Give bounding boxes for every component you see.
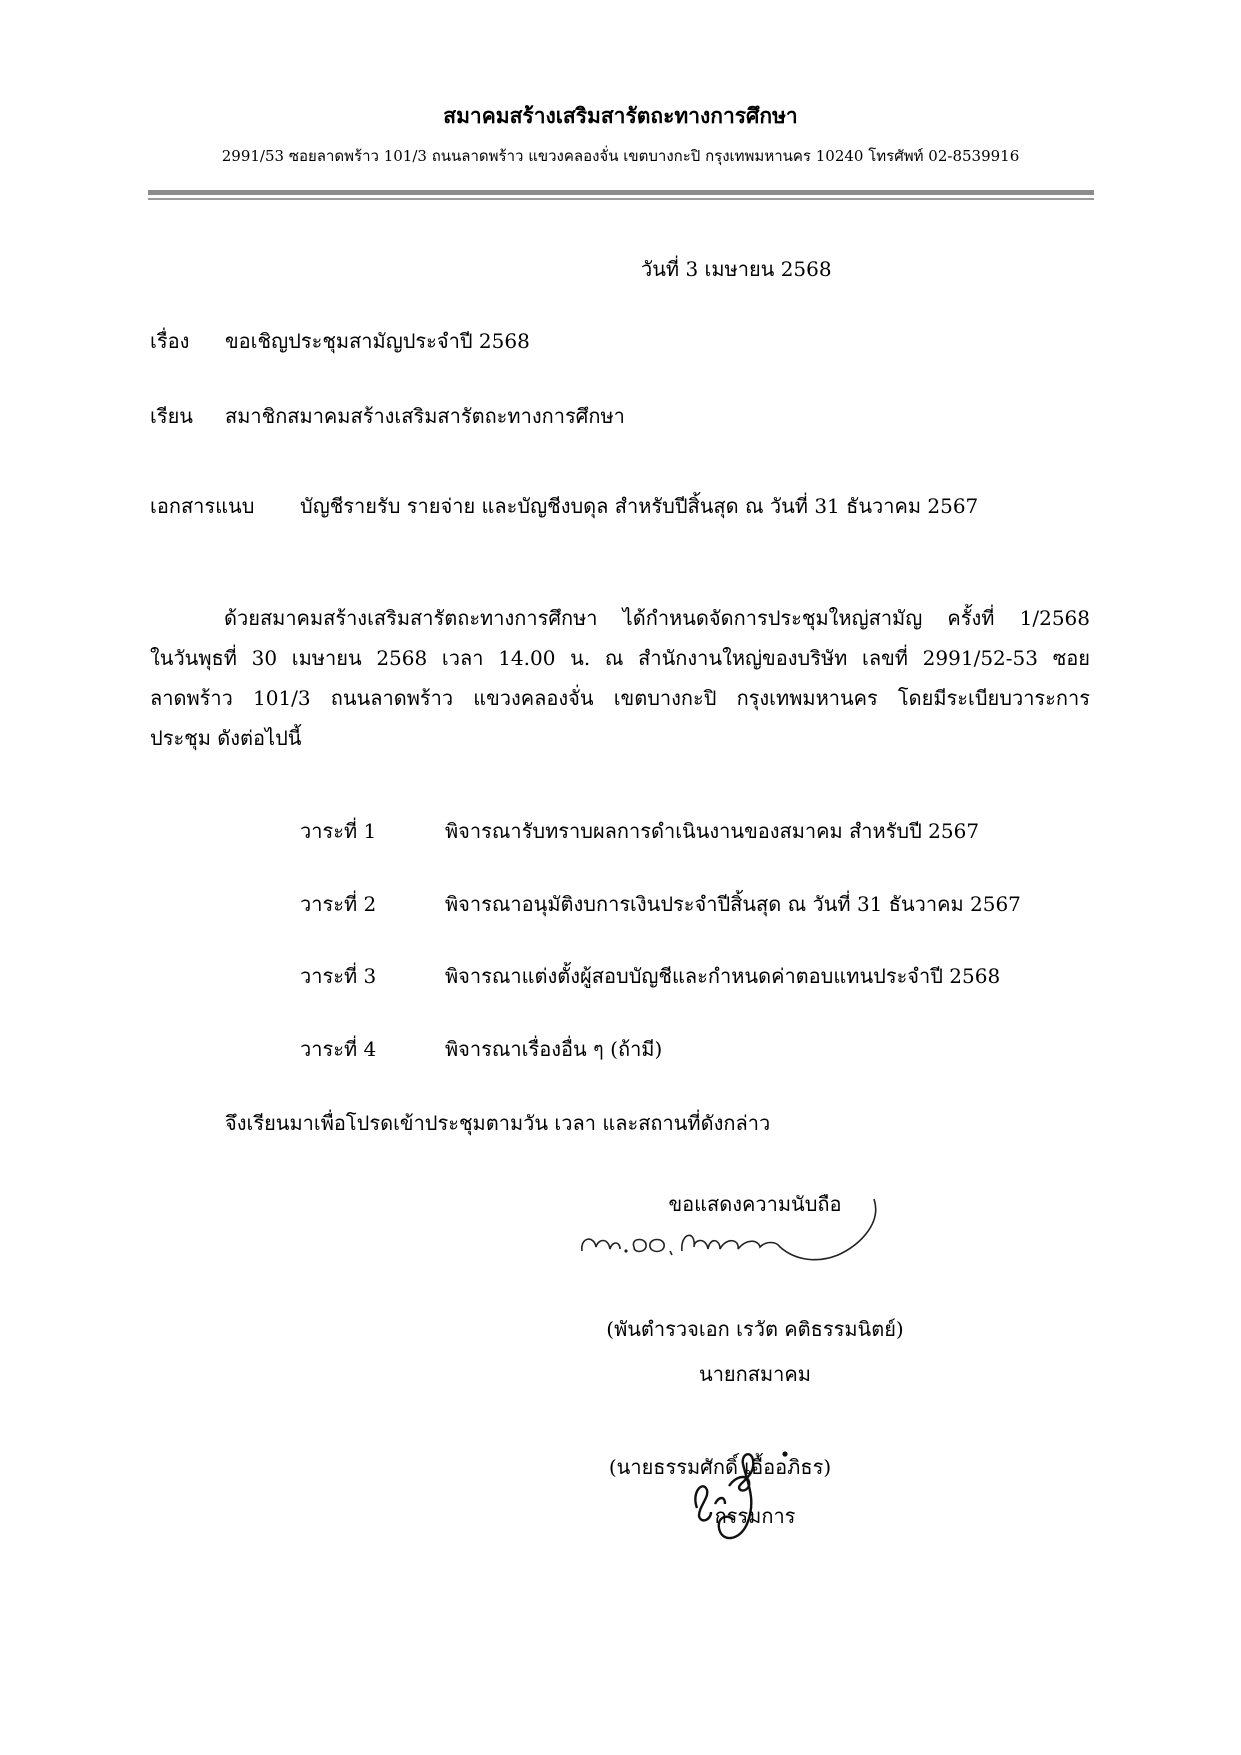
attachment-label: เอกสารแนบ: [150, 494, 255, 518]
body-line: ประชุม ดังต่อไปนี้: [150, 726, 302, 750]
organization-name: สมาคมสร้างเสริมสารัตถะทางการศึกษา: [443, 103, 798, 128]
organization-address: 2991/53 ซอยลาดพร้าว 101/3 ถนนลาดพร้าว แขวงคลองจั่น เขตบางกะปิ กรุงเทพมหานคร 10240 โทรศัพท์ 02-8539916: [221, 147, 1020, 165]
body-line: ในวันพุธที่ 30 เมษายน 2568 เวลา 14.00 น. ณ สำนักงานใหญ่ของบริษัท เลขที่ 2991/52-53 ซอย: [150, 646, 1090, 670]
agenda-item-label: วาระที่ 3: [300, 964, 377, 988]
agenda-item-text: พิจารณารับทราบผลการดำเนินงานของสมาคม สำหรับปี 2567: [445, 819, 980, 843]
signatory-name: (พันตำรวจเอก เรวัต คติธรรมนิตย์): [606, 1317, 904, 1341]
subject-label: เรื่อง: [150, 329, 190, 353]
body-paragraph: [150, 598, 1090, 758]
subject-value: ขอเชิญประชุมสามัญประจำปี 2568: [225, 329, 530, 353]
letter-date: วันที่ 3 เมษายน 2568: [641, 257, 832, 281]
agenda-item-label: วาระที่ 4: [300, 1037, 377, 1061]
header-divider-thin: [148, 198, 1094, 200]
recipient-label: เรียน: [150, 404, 193, 428]
attachment-value: บัญชีรายรับ รายจ่าย และบัญชีงบดุล สำหรับปีสิ้นสุด ณ วันที่ 31 ธันวาคม 2567: [300, 494, 979, 518]
signature-image: [570, 1185, 910, 1275]
body-line: ด้วยสมาคมสร้างเสริมสารัตถะทางการศึกษา ได้กำหนดจัดการประชุมใหญ่สามัญ ครั้งที่ 1/2568: [224, 606, 1090, 630]
agenda-item-text: พิจารณาอนุมัติงบการเงินประจำปีสิ้นสุด ณ วันที่ 31 ธันวาคม 2567: [445, 892, 1021, 916]
recipient-value: สมาชิกสมาคมสร้างเสริมสารัตถะทางการศึกษา: [225, 404, 625, 428]
closing-sentence: จึงเรียนมาเพื่อโปรดเข้าประชุมตามวัน เวลา และสถานที่ดังกล่าว: [225, 1111, 771, 1135]
agenda-item-text: พิจารณาแต่งตั้งผู้สอบบัญชีและกำหนดค่าตอบแทนประจำปี 2568: [445, 964, 1001, 988]
signatory-title: กรรมการ: [714, 1504, 796, 1528]
closing-salutation: ขอแสดงความนับถือ: [668, 1192, 842, 1216]
agenda-item-label: วาระที่ 1: [300, 819, 377, 843]
signatory-title: นายกสมาคม: [699, 1362, 811, 1386]
signatory-name: (นายธรรมศักดิ์ เอื้ออภิธร): [608, 1455, 832, 1479]
agenda-item-text: พิจารณาเรื่องอื่น ๆ (ถ้ามี): [445, 1037, 663, 1061]
body-line: ลาดพร้าว 101/3 ถนนลาดพร้าว แขวงคลองจั่น เขตบางกะปิ กรุงเทพมหานคร โดยมีระเบียบวาระการ: [150, 686, 1090, 710]
agenda-item-label: วาระที่ 2: [300, 892, 377, 916]
header-divider-thick: [148, 190, 1094, 195]
